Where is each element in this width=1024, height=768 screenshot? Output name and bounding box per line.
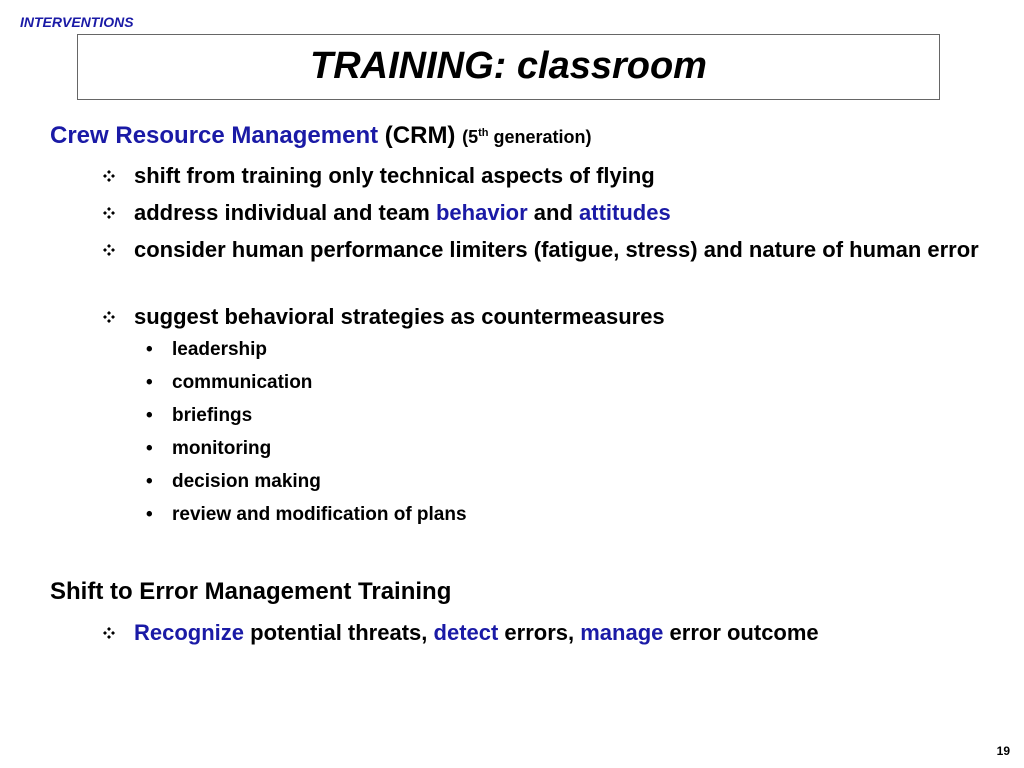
crm-heading bbox=[50, 122, 592, 150]
title-box bbox=[77, 34, 940, 100]
attitudes-highlight: attitudes bbox=[579, 200, 671, 225]
round-bullet-icon: • bbox=[146, 438, 153, 459]
detect-highlight: detect bbox=[433, 620, 499, 645]
four-diamond-bullet-icon bbox=[103, 207, 115, 219]
strategy-item bbox=[146, 372, 313, 394]
strategy-item bbox=[146, 405, 253, 427]
crm-bullet-1-text: shift from training only technical aspects of flying bbox=[134, 163, 655, 188]
four-diamond-bullet-icon bbox=[103, 244, 115, 256]
behavior-highlight: behavior bbox=[435, 200, 528, 225]
emt-text-3: error outcome bbox=[663, 620, 819, 645]
strategy-item-label: decision making bbox=[172, 471, 321, 492]
strategy-item-label: leadership bbox=[172, 339, 268, 360]
round-bullet-icon: • bbox=[146, 405, 153, 426]
strategy-item bbox=[146, 504, 467, 526]
emt-heading: Shift to Error Management Training bbox=[50, 578, 452, 605]
crm-bullet-2-pre: address individual and team bbox=[134, 200, 436, 225]
crm-bullet-2 bbox=[134, 197, 984, 228]
recognize-highlight: Recognize bbox=[134, 620, 245, 645]
emt-bullet bbox=[134, 617, 984, 648]
strategy-item bbox=[146, 339, 268, 361]
round-bullet-icon: • bbox=[146, 471, 153, 492]
strategy-item-label: review and modification of plans bbox=[172, 504, 467, 525]
slide-title: TRAINING: classroom bbox=[310, 44, 707, 87]
crm-abbr: (CRM) bbox=[384, 122, 456, 149]
crm-bullet-1 bbox=[134, 160, 984, 191]
strategy-item bbox=[146, 471, 321, 493]
page-number: 19 bbox=[996, 744, 1010, 758]
crm-bullet-4-text: suggest behavioral strategies as countermeasures bbox=[134, 304, 665, 329]
crm-generation-sup: th bbox=[478, 127, 489, 139]
round-bullet-icon: • bbox=[146, 372, 153, 393]
strategy-item-label: monitoring bbox=[172, 438, 272, 459]
manage-highlight: manage bbox=[580, 620, 664, 645]
crm-bullet-3 bbox=[134, 234, 984, 265]
crm-bullet-2-mid: and bbox=[527, 200, 580, 225]
crm-generation-prefix: (5 bbox=[462, 127, 479, 147]
emt-text-1: potential threats, bbox=[244, 620, 434, 645]
crm-generation bbox=[462, 127, 591, 147]
crm-bullet-3-text: consider human performance limiters (fatigue, stress) and nature of human error bbox=[134, 237, 979, 262]
emt-text-2: errors, bbox=[498, 620, 581, 645]
four-diamond-bullet-icon bbox=[103, 170, 115, 182]
round-bullet-icon: • bbox=[146, 339, 153, 360]
strategy-item bbox=[146, 438, 272, 460]
crm-bullet-4 bbox=[134, 301, 984, 332]
section-tag: INTERVENTIONS bbox=[20, 14, 134, 30]
round-bullet-icon: • bbox=[146, 504, 153, 525]
crm-name: Crew Resource Management bbox=[50, 122, 379, 149]
strategy-item-label: communication bbox=[172, 372, 313, 393]
four-diamond-bullet-icon bbox=[103, 311, 115, 323]
strategy-item-label: briefings bbox=[172, 405, 253, 426]
four-diamond-bullet-icon bbox=[103, 627, 115, 639]
crm-generation-suffix: generation) bbox=[488, 127, 592, 147]
